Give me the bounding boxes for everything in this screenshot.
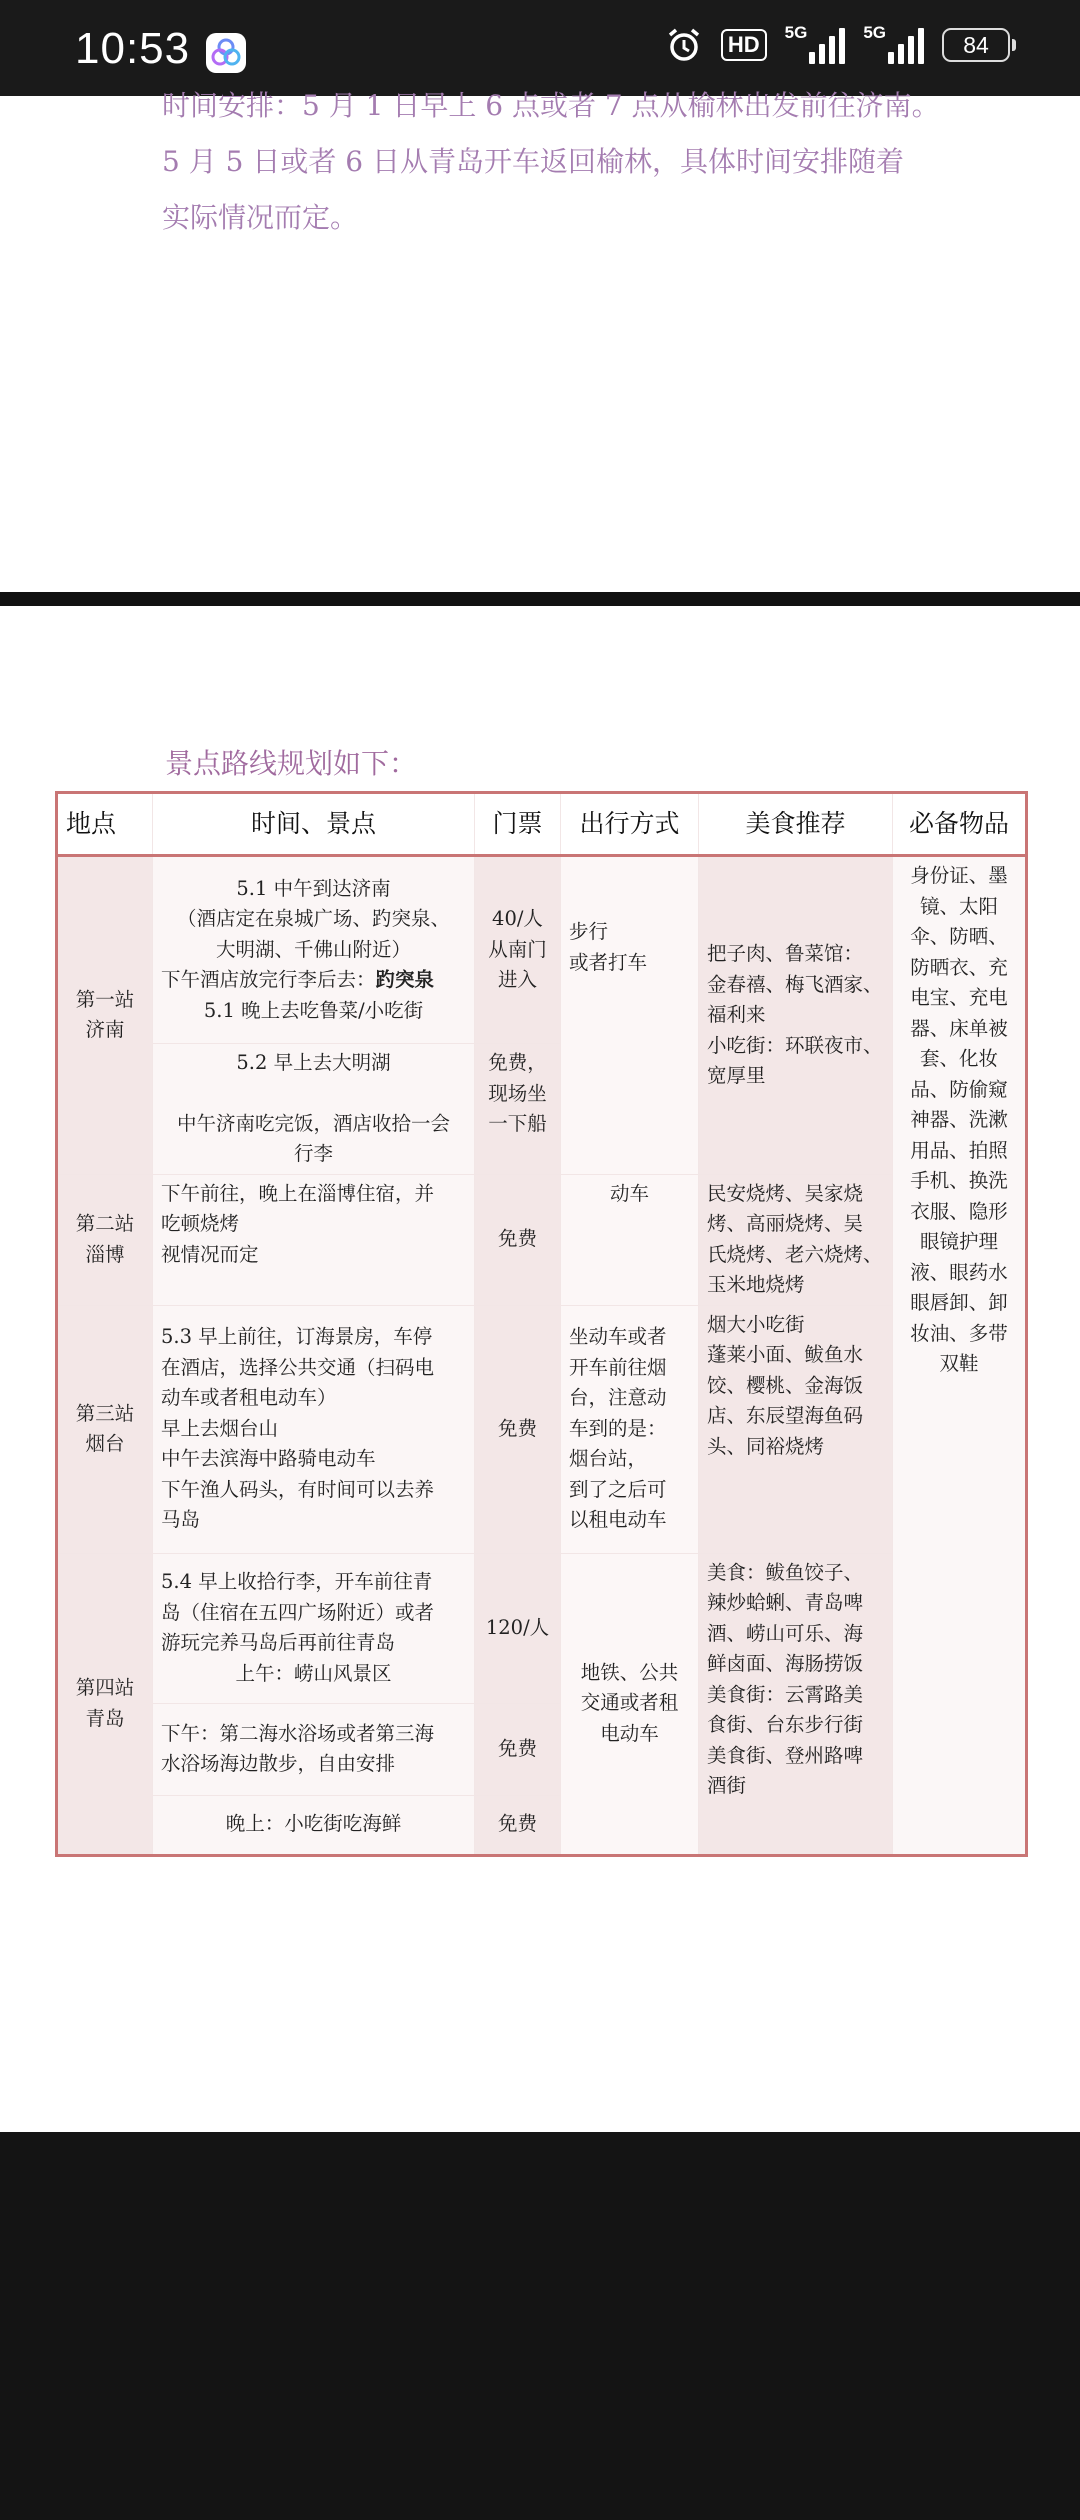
stop3-food: 烟大小吃街 蓬莱小面、鲅鱼水 饺、樱桃、金海饭 店、东辰望海鱼码 头、同裕烧烤 [699, 1305, 893, 1553]
essentials-list: 身份证、墨 镜、太阳 伞、防晒、 防晒衣、充 电宝、充电 器、床单被 套、化妆 品、防偷窥 神器、洗漱 用品、拍照 手机、换洗 衣服、隐形 眼镜护理 液、眼药水 眼唇卸、卸 妆油、多带 双鞋 [893, 856, 1027, 1856]
stop3-ticket: 免费 [475, 1305, 561, 1553]
stop2-location: 第二站 淄博 [57, 1174, 153, 1305]
header-food: 美食推荐 [699, 793, 893, 856]
stop1-ticket-b: 免费， 现场坐 一下船 [475, 1044, 561, 1175]
stop4-time-a: 5.4 早上收拾行李，开车前往青 岛（住宿在五四广场附近）或者 游玩完养马岛后再前往青岛 上午：崂山风景区 [153, 1553, 475, 1703]
stop1-ticket-a: 40/人 从南门 进入 [475, 856, 561, 1044]
stop4-location: 第四站 青岛 [57, 1553, 153, 1855]
stop1-time-a: 5.1 中午到达济南 （酒店定在泉城广场、趵突泉、 大明湖、千佛山附近） 下午酒店放完行李后去：趵突泉 5.1 晚上去吃鲁菜/小吃街 [153, 856, 475, 1044]
stop4-food: 美食：鲅鱼饺子、 辣炒蛤蜊、青岛啤 酒、崂山可乐、海 鲜卤面、海肠捞饭 美食街：云霄路美 食街、台东步行街 美食街、登州路啤 酒街 [699, 1553, 893, 1855]
stop1-food: 把子肉、鲁菜馆： 金春禧、梅飞酒家、 福利来 小吃街：环联夜市、 宽厚里 [699, 856, 893, 1175]
stop1-transport: 步行 或者打车 [561, 856, 699, 1175]
stop2-ticket: 免费 [475, 1174, 561, 1305]
stop2-transport: 动车 [561, 1174, 699, 1305]
stop4-ticket-b: 免费 [475, 1703, 561, 1795]
signal-1-icon: 5G [785, 26, 846, 64]
stop4-transport: 地铁、公共 交通或者租 电动车 [561, 1553, 699, 1855]
stop1-time-b: 5.2 早上去大明湖 中午济南吃完饭，酒店收拾一会 行李 [153, 1044, 475, 1175]
table-row [57, 1553, 1027, 1703]
route-subtitle: 景点路线规划如下： [165, 747, 418, 780]
stop2-time: 下午前往，晚上在淄博住宿，并 吃顿烧烤 视情况而定 [153, 1174, 475, 1305]
stop4-time-c: 晚上：小吃街吃海鲜 [153, 1795, 475, 1855]
header-location: 地点 [57, 793, 153, 856]
table-row [57, 1174, 1027, 1305]
intro-line: 5 月 5 日或者 6 日从青岛开车返回榆林，具体时间安排随着 [162, 145, 904, 178]
schedule-paragraph [162, 89, 982, 246]
alarm-icon [665, 26, 703, 64]
bottom-blank-area [0, 2132, 1080, 2520]
header-ticket: 门票 [475, 793, 561, 856]
stop1-location: 第一站 济南 [57, 856, 153, 1175]
stop4-time-b: 下午：第二海水浴场或者第三海 水浴场海边散步，自由安排 [153, 1703, 475, 1795]
hd-voice-icon: HD [721, 29, 767, 61]
itinerary-table [55, 791, 1028, 1857]
battery-icon: 84 [942, 28, 1010, 62]
clock: 10:53 [75, 24, 191, 73]
header-time-spot: 时间、景点 [153, 793, 475, 856]
table-header-row [57, 793, 1027, 856]
app-notification-icon [206, 33, 246, 73]
intro-line: 时间安排：5 月 1 日早上 6 点或者 7 点从榆林出发前往济南。 [162, 89, 940, 122]
intro-line: 实际情况而定。 [162, 201, 359, 234]
stop3-transport: 坐动车或者 开车前往烟 台，注意动 车到的是： 烟台站， 到了之后可 以租电动车 [561, 1305, 699, 1553]
signal-2-icon: 5G [863, 26, 924, 64]
document-page-1 [0, 89, 1080, 592]
header-items: 必备物品 [893, 793, 1027, 856]
stop4-ticket-a: 120/人 [475, 1553, 561, 1703]
header-transport: 出行方式 [561, 793, 699, 856]
table-row [57, 856, 1027, 1044]
stop2-food: 民安烧烤、吴家烧 烤、高丽烧烤、吴 氏烧烤、老六烧烤、 玉米地烧烤 [699, 1174, 893, 1305]
document-page-2 [0, 606, 1080, 2132]
stop3-location: 第三站 烟台 [57, 1305, 153, 1553]
status-icons [665, 23, 1010, 64]
stop4-ticket-c: 免费 [475, 1795, 561, 1855]
page-divider [0, 592, 1080, 606]
table-row [57, 1305, 1027, 1553]
stop3-time: 5.3 早上前往，订海景房，车停 在酒店，选择公共交通（扫码电 动车或者租电动车） 早上去烟台山 中午去滨海中路骑电动车 下午渔人码头，有时间可以去养 马岛 [153, 1305, 475, 1553]
